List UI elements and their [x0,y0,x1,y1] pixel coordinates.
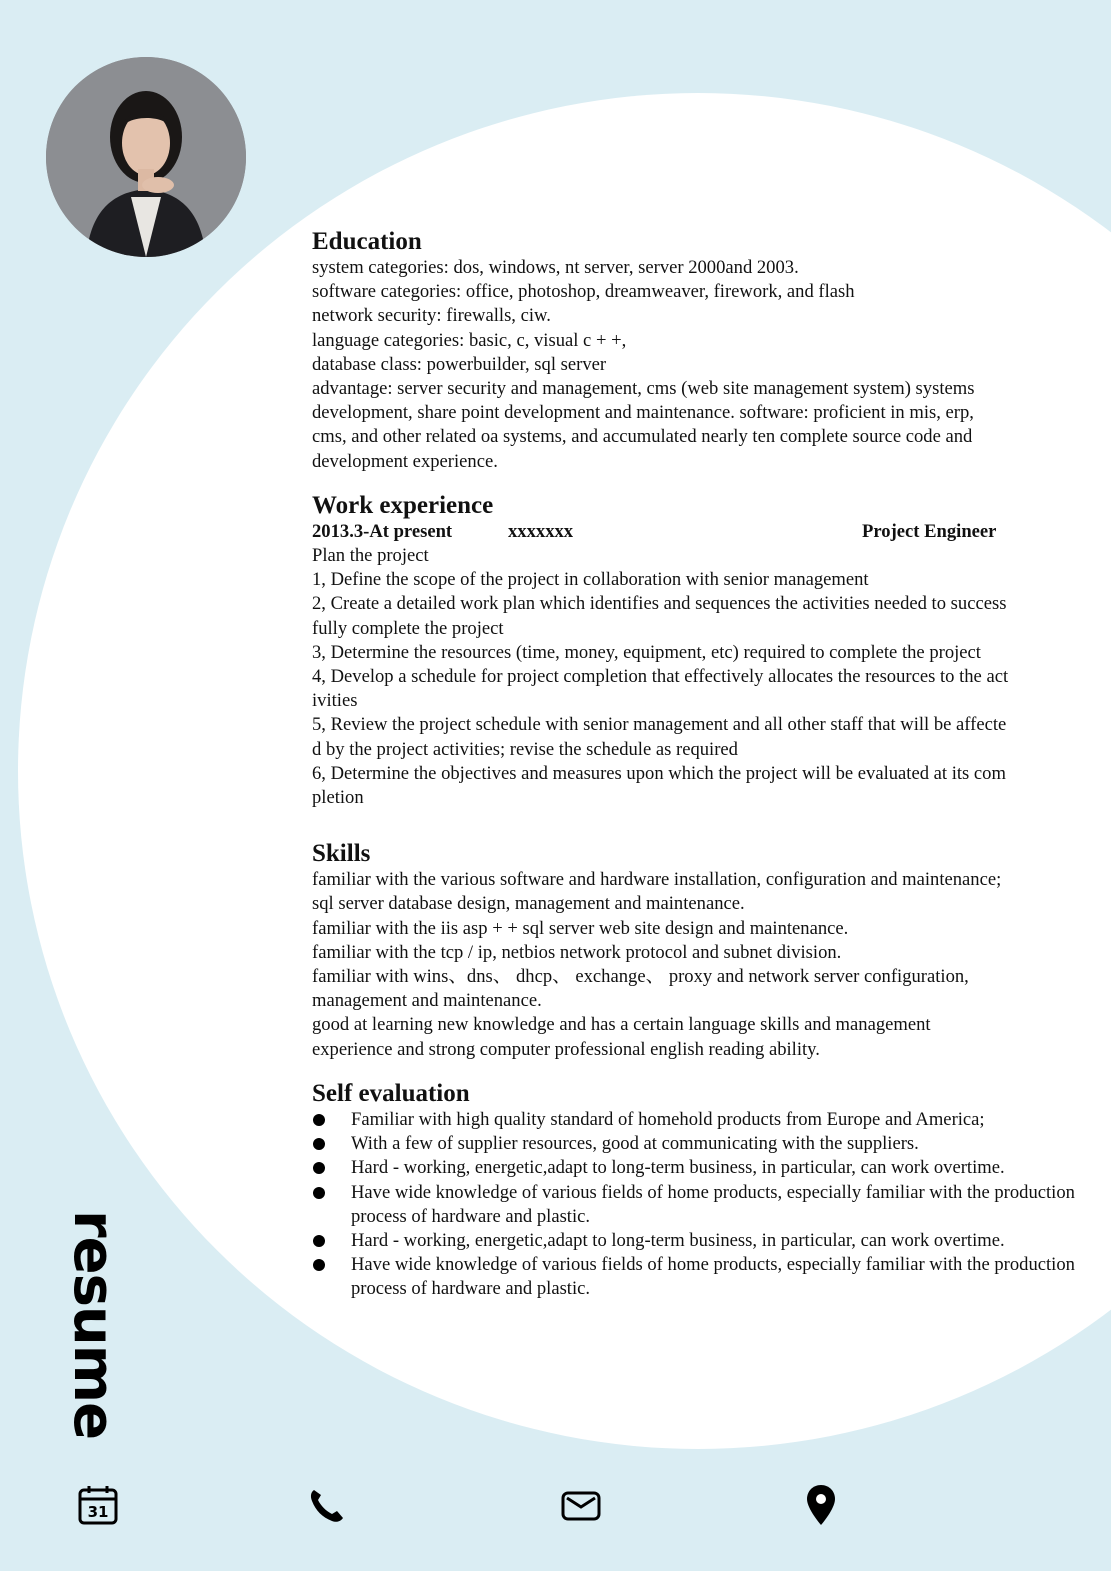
work-line: 5, Review the project schedule with senior management and all other staff that will be affecte [312,714,1007,736]
calendar-day: 31 [87,1503,109,1521]
education-line: cms, and other related oa systems, and accumulated nearly ten complete source code and [312,426,973,448]
list-item: Familiar with high quality standard of homehold products from Europe and America; [312,1108,1087,1132]
resume-side-label [61,1210,126,1440]
bullet-icon [313,1235,325,1247]
list-item: Have wide knowledge of various fields of home products, especially familiar with the production process of hardware and plastic. [312,1253,1087,1301]
bullet-icon [313,1114,325,1126]
work-line: fully complete the project [312,617,504,639]
bullet-icon [313,1259,325,1271]
bullet-icon [313,1187,325,1199]
work-line: 1, Define the scope of the project in collaboration with senior management [312,569,869,591]
job-company: xxxxxxx [508,520,574,542]
skills-line: good at learning new knowledge and has a certain language skills and management [312,1014,931,1036]
mail-icon [560,1484,602,1526]
bullet-icon [313,1162,325,1174]
skills-line: familiar with the iis asp + + sql server web site design and maintenance. [312,917,849,939]
self-evaluation-list [312,1108,1087,1302]
work-line: 3, Determine the resources (time, money, equipment, etc) required to complete the project [312,641,981,663]
work-line: 2, Create a detailed work plan which identifies and sequences the activities needed to success [312,593,1007,615]
list-item: Hard - working, energetic,adapt to long-term business, in particular, can work overtime. [312,1156,1087,1180]
education-line: language categories: basic, c, visual c + +, [312,329,627,351]
work-line: d by the project activities; revise the schedule as required [312,738,738,760]
calendar-icon [77,1484,119,1526]
education-line: system categories: dos, windows, nt server, server 2000and 2003. [312,257,799,278]
work-section [312,492,1087,810]
education-line: software categories: office, photoshop, dreamweaver, firework, and flash [312,281,855,303]
work-line: 4, Develop a schedule for project completion that effectively allocates the resources to the act [312,666,1009,688]
work-line: Plan the project [312,545,429,567]
location-pin-icon [800,1484,842,1526]
self-evaluation-section [312,1080,1087,1302]
resume-content [312,228,1087,1302]
job-header [312,520,1087,544]
skills-line: sql server database design, management and maintenance. [312,893,745,915]
education-line: network security: firewalls, ciw. [312,305,551,327]
skills-section [312,840,1087,1062]
skills-title: Skills [312,840,371,868]
work-title: Work experience [312,491,494,519]
bullet-icon [313,1138,325,1150]
skills-line: management and maintenance. [312,990,542,1012]
education-line: advantage: server security and management, cms (web site management system) systems [312,378,975,400]
education-line: development, share point development and maintenance. software: proficient in mis, erp, [312,402,974,424]
job-date: 2013.3-At present [312,520,453,542]
skills-line: experience and strong computer professional english reading ability. [312,1038,820,1060]
phone-icon [306,1484,348,1526]
resume-label-text: resume [61,1210,126,1440]
list-item: Hard - working, energetic,adapt to long-term business, in particular, can work overtime. [312,1229,1087,1253]
self-evaluation-title: Self evaluation [312,1079,470,1107]
list-item: With a few of supplier resources, good at communicating with the suppliers. [312,1132,1087,1156]
work-line: 6, Determine the objectives and measures upon which the project will be evaluated at its com [312,762,1006,784]
work-line: ivities [312,690,358,712]
work-line: pletion [312,787,364,809]
profile-photo [46,57,246,257]
skills-line: familiar with the tcp / ip, netbios network protocol and subnet division. [312,941,842,963]
list-item: Have wide knowledge of various fields of home products, especially familiar with the production process of hardware and plastic. [312,1181,1087,1229]
education-line: database class: powerbuilder, sql server [312,353,607,375]
education-section [312,228,1087,474]
job-role: Project Engineer [862,520,997,542]
skills-line: familiar with wins、dns、 dhcp、 exchange、 proxy and network server configuration, [312,966,969,988]
education-title: Education [312,228,422,255]
skills-line: familiar with the various software and hardware installation, configuration and maintenance; [312,869,1002,891]
education-line: development experience. [312,450,498,472]
